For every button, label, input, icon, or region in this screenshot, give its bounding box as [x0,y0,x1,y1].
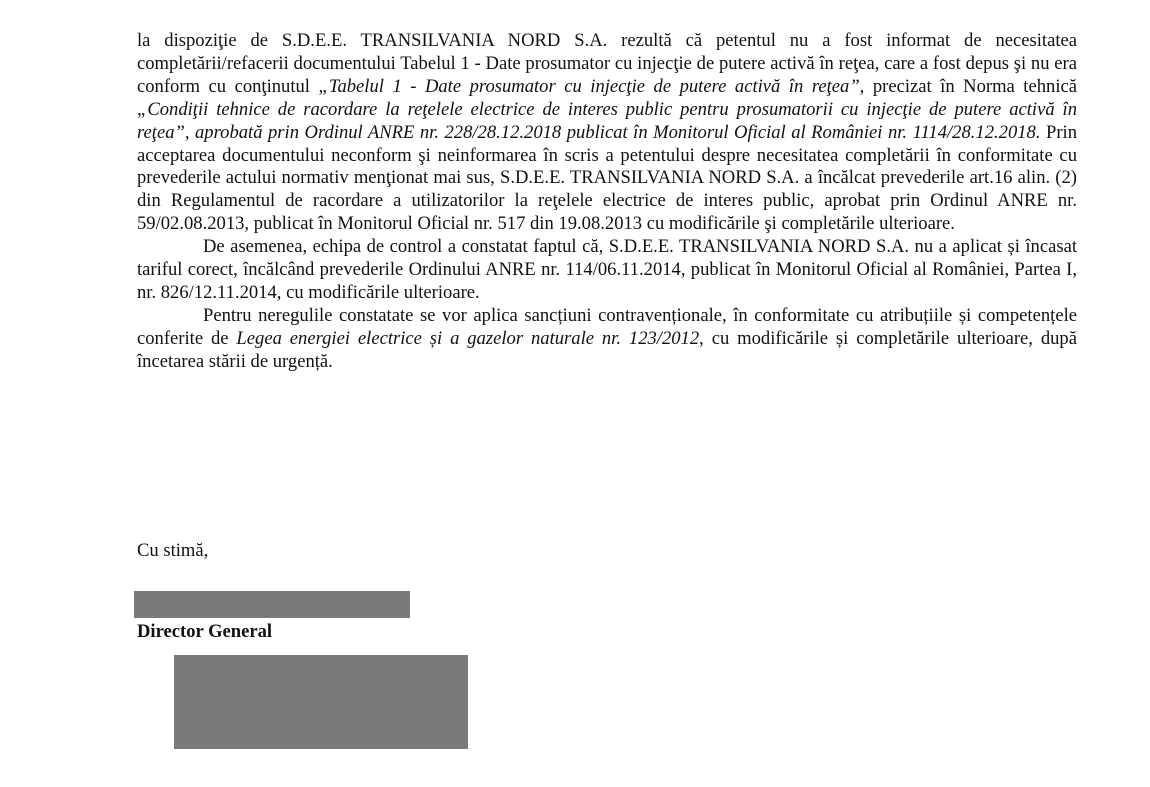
redacted-name-block [134,591,410,618]
closing-salutation: Cu stimă, [137,540,209,561]
p1-text-e: Prin acceptarea documentului neconform şi neinformarea în scris a petentului despre necesitatea completării în conformitate cu prevederile actului normativ menţionat mai sus, S.D.E.E. TRANSILVANIA NORD S.A. a încălcat prevederile art.16 alin. (2) din Regulamentul de racordare a utilizatorilor la reţelele electrice de interes public, aprobat prin Ordinul ANRE nr. 59/02.08.2013, publicat în Monitorul Oficial nr. 517 din 19.08.2013 cu modificările şi completările ulterioare. [137,121,1077,235]
p1-italic-table-title: „Tabelul 1 - Date prosumator cu injecţie de putere activă în reţea”, [318,75,865,97]
p1-italic-norm-title: „Condiţii tehnice de racordare la reţelele electrice de interes public pentru prosumatorii cu injecţie de putere activă în reţea”, aprobată prin Ordinul ANRE nr. 228/28.12.2018 publicat în Monitorul Oficial al României nr. 1114/28.12.2018. [137,98,1077,143]
p3-text-c: , cu modificările și completările ulterioare, după încetarea stării de urgență. [137,327,1077,372]
redacted-signature-block [174,655,468,749]
paragraph-finding-1 [137,30,1077,236]
p1-text-a: la dispoziţie de S.D.E.E. TRANSILVANIA NORD S.A. rezultă că petentul nu a fost informat de necesitatea completării/refacerii documentului Tabelul 1 - Date prosumator cu injecţie de putere activă în reţea, care a fost depus şi nu era conform cu conţinutul [137,30,1077,97]
paragraph-finding-2: De asemenea, echipa de control a constatat faptul că, S.D.E.E. TRANSILVANIA NORD S.A. nu a aplicat și încasat tariful corect, încălcând prevederile Ordinului ANRE nr. 114/06.11.2014, publicat în Monitorul Oficial al României, Partea I, nr. 826/12.11.2014, cu modificările ulterioare. [137,236,1077,303]
p3-text-a: Pentru neregulile constatate se vor aplica sancțiuni contravenționale, în conformitate cu atribuțiile și competențele conferite de [137,304,1077,349]
p3-italic-law-title: Legea energiei electrice și a gazelor naturale nr. 123/2012 [236,327,700,349]
paragraph-sanctions [137,305,1077,374]
signatory-role: Director General [137,621,273,642]
letter-body [137,30,1077,374]
p1-text-c: precizat în Norma tehnică [864,75,1077,97]
